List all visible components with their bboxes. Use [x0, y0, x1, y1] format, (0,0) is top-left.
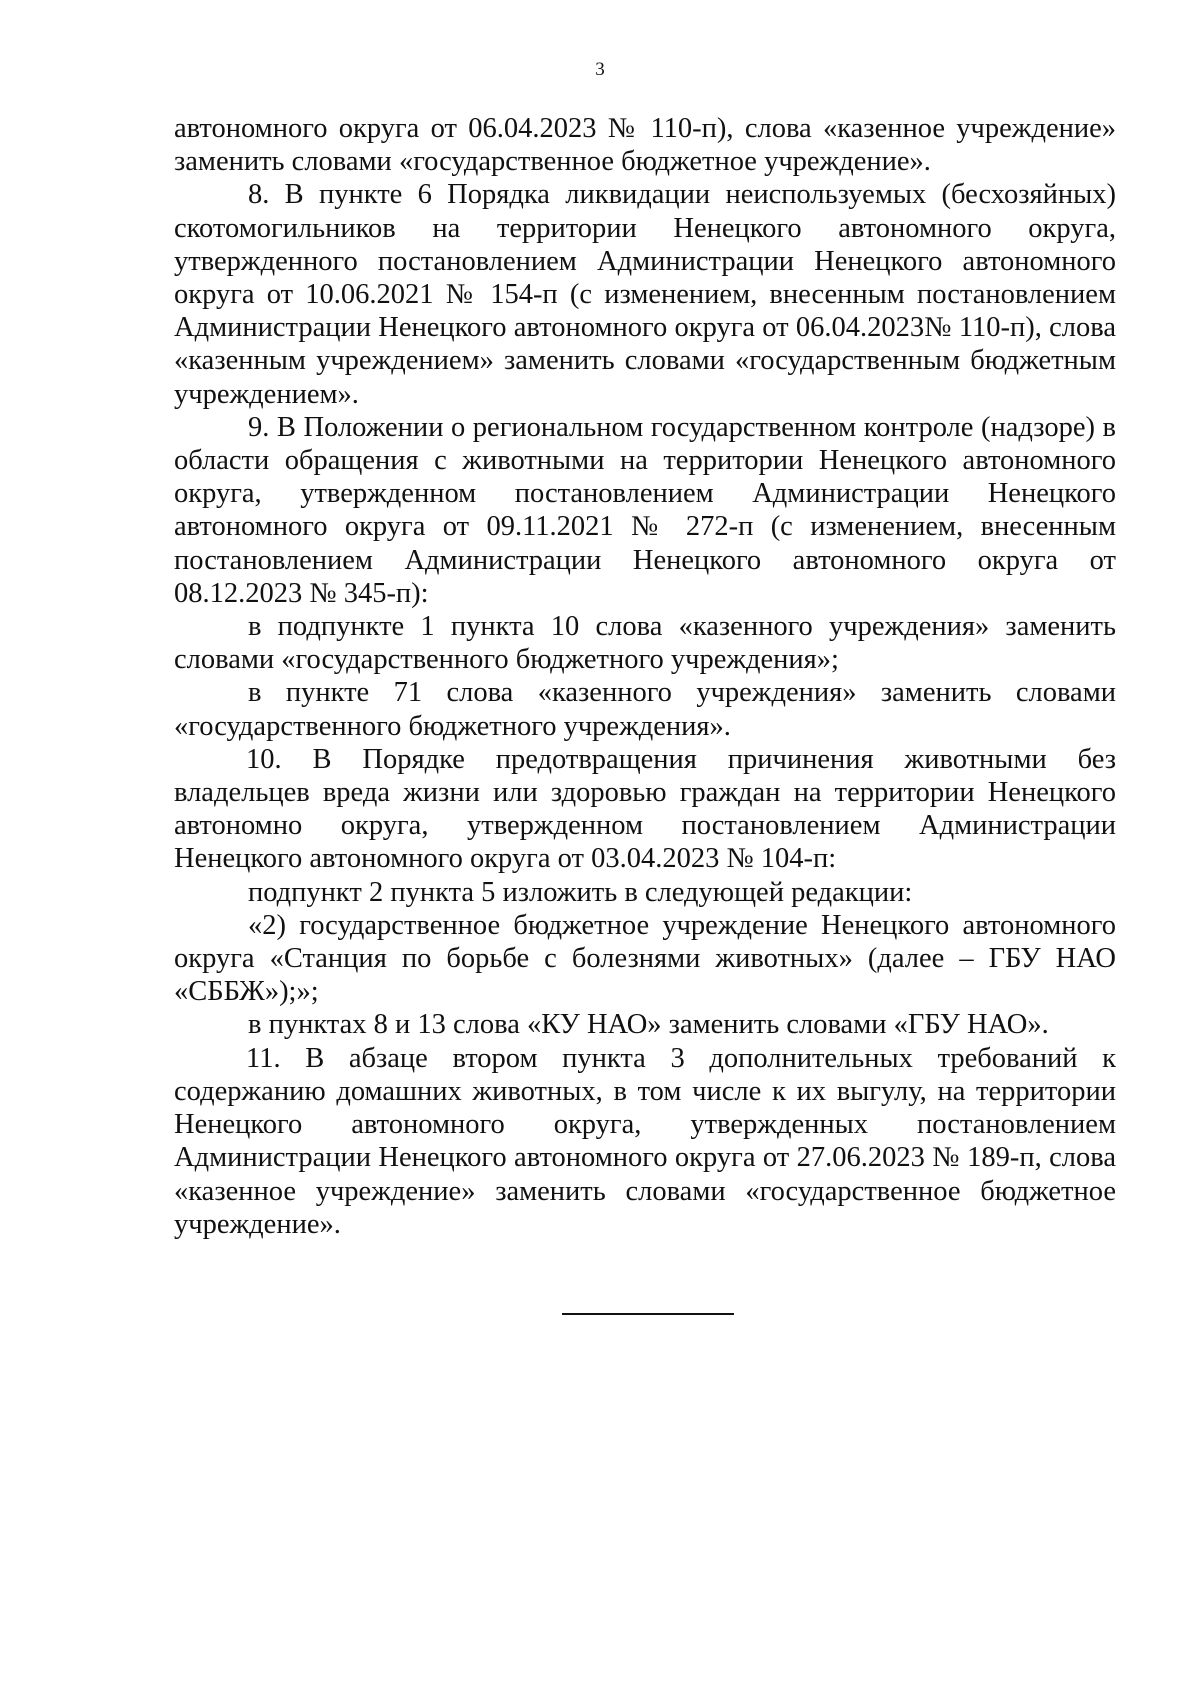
- paragraph-continuation: автономного округа от 06.04.2023 № 110-п), слова «казенное учреждение» заменить словами «государственное бюджетное учреждение».: [174, 113, 1116, 178]
- paragraph-item-10-sub-2: в пунктах 8 и 13 слова «КУ НАО» заменить словами «ГБУ НАО».: [248, 1009, 1049, 1041]
- paragraph-item-9: 9. В Положении о региональном государственном контроле (надзоре) в области обращения с животными на территории Ненецкого автономного округа, утвержденном постановлением Администрации Ненецкого автономного округа от 09.11.2021 № 272-п (с изменением, внесенным постановлением Администрации Ненецкого автономного округа от 08.12.2023 № 345-п):: [174, 411, 1116, 609]
- paragraph-item-8: 8. В пункте 6 Порядка ликвидации неиспользуемых (бесхозяйных) скотомогильников на территории Ненецкого автономного округа, утвержденного постановлением Администрации Ненецкого автономного округа от 10.06.2021 № 154-п (с изменением, внесенным постановлением Администрации Ненецкого автономного округа от 06.04.2023№ 110-п), слова «казенным учреждением» заменить словами «государственным бюджетным учреждением».: [174, 179, 1116, 410]
- page-number: 3: [595, 59, 605, 80]
- paragraph-item-10-sub-1: подпункт 2 пункта 5 изложить в следующей редакции:: [248, 876, 913, 908]
- paragraph-item-9-sub-2: в пункте 71 слова «казенного учреждения» заменить словами «государственного бюджетного учреждения».: [174, 677, 1116, 742]
- paragraph-item-10: 10. В Порядке предотвращения причинения животными без владельцев вреда жизни или здоровью граждан на территории Ненецкого автономно округа, утвержденном постановлением Администрации Ненецкого автономного округа от 03.04.2023 № 104-п:: [174, 743, 1116, 875]
- paragraph-item-10-quote: «2) государственное бюджетное учреждение Ненецкого автономного округа «Станция по борьбе с болезнями животных» (далее – ГБУ НАО «СББЖ»);»;: [174, 909, 1116, 1008]
- end-separator-line: [562, 1313, 734, 1315]
- paragraph-item-9-sub-1: в подпункте 1 пункта 10 слова «казенного учреждения» заменить словами «государственного бюджетного учреждения»;: [174, 611, 1116, 676]
- document-body: [174, 112, 1116, 1241]
- paragraph-item-11: 11. В абзаце втором пункта 3 дополнительных требований к содержанию домашних животных, в том числе к их выгулу, на территории Ненецкого автономного округа, утвержденных постановлением Администрации Ненецкого автономного округа от 27.06.2023 № 189-п, слова «казенное учреждение» заменить словами «государственное бюджетное учреждение».: [174, 1042, 1116, 1240]
